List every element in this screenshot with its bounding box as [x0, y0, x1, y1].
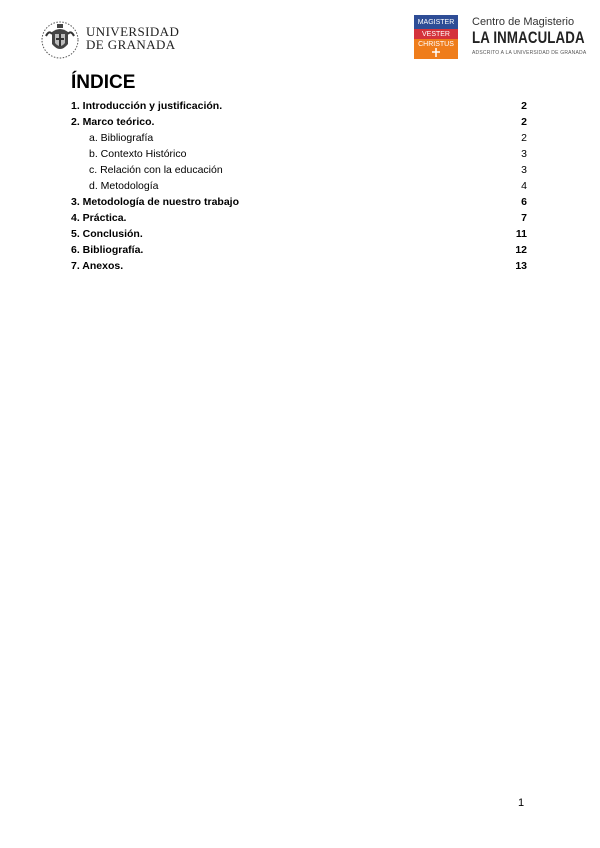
toc-entry[interactable] — [71, 130, 527, 146]
toc-entry-page: 6 — [521, 196, 527, 208]
table-of-contents — [71, 98, 527, 274]
ugr-crest-icon — [40, 18, 80, 62]
motto-line-1: MAGISTER — [417, 19, 455, 26]
page-header — [0, 0, 600, 70]
toc-entry-page: 3 — [521, 164, 527, 176]
toc-entry-label: a. Bibliografía — [89, 132, 154, 144]
ugr-logo — [40, 18, 190, 62]
toc-entry-label: 3. Metodología de nuestro trabajo — [71, 196, 240, 208]
toc-entry-label: d. Metodología — [89, 180, 159, 192]
toc-entry-page: 3 — [521, 148, 527, 160]
toc-entry-page: 12 — [515, 244, 527, 256]
page-title: ÍNDICE — [71, 72, 136, 93]
ugr-wordmark — [86, 25, 179, 51]
motto-line-3: CHRISTUS — [418, 41, 454, 48]
toc-entry-label: 6. Bibliografía. — [71, 244, 144, 256]
toc-entry-label: c. Relación con la educación — [89, 164, 223, 176]
toc-entry-label: 5. Conclusión. — [71, 228, 143, 240]
toc-entry-page: 2 — [521, 116, 527, 128]
toc-entry[interactable] — [71, 194, 527, 210]
toc-entry-page: 2 — [521, 100, 527, 112]
la-inmaculada-logo — [414, 15, 587, 65]
toc-entry-label: 1. Introducción y justificación. — [71, 100, 223, 112]
page-number: 1 — [518, 797, 525, 809]
toc-entry-page: 11 — [515, 228, 527, 240]
toc-entry-page: 2 — [521, 132, 527, 144]
lim-subtitle: Centro de Magisterio — [472, 16, 575, 28]
toc-entry[interactable] — [71, 98, 527, 114]
lim-affiliation: ADSCRITO A LA UNIVERSIDAD DE GRANADA — [472, 50, 587, 56]
toc-entry-label: 7. Anexos. — [71, 260, 124, 272]
toc-entry-page: 7 — [521, 212, 527, 224]
toc-entry[interactable] — [71, 162, 527, 178]
motto-line-2: VESTER — [421, 31, 451, 38]
magister-vester-christus-emblem — [414, 15, 458, 59]
toc-entry[interactable] — [71, 210, 527, 226]
ugr-line-2: DE GRANADA — [86, 37, 176, 52]
toc-entry[interactable] — [71, 226, 527, 242]
toc-entry[interactable] — [71, 114, 527, 130]
toc-entry-page: 13 — [515, 260, 527, 272]
toc-entry[interactable] — [71, 242, 527, 258]
lim-title: LA INMACULADA — [472, 28, 585, 47]
toc-entry-label: 4. Práctica. — [71, 212, 127, 224]
toc-entry[interactable] — [71, 146, 527, 162]
toc-entry[interactable] — [71, 178, 527, 194]
ugr-line-1: UNIVERSIDAD — [86, 24, 180, 39]
toc-entry-label: b. Contexto Histórico — [89, 148, 187, 160]
toc-entry[interactable] — [71, 258, 527, 274]
toc-entry-page: 4 — [521, 180, 527, 192]
toc-entry-label: 2. Marco teórico. — [71, 116, 155, 128]
